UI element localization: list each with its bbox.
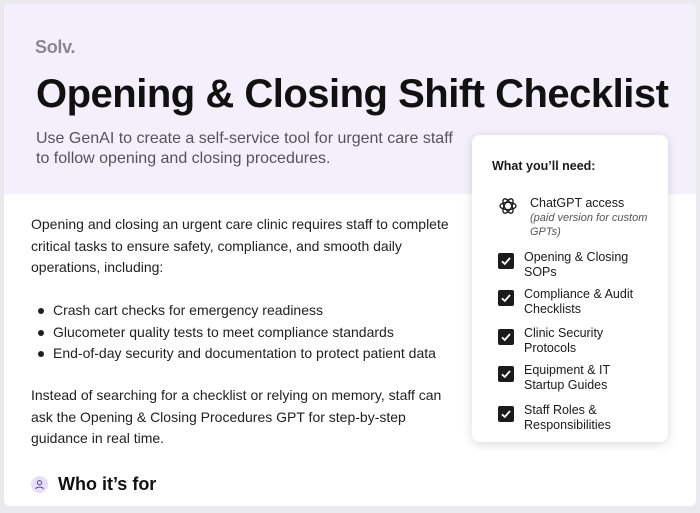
need-label: Opening & Closing SOPs — [524, 250, 629, 279]
need-item-chatgpt — [498, 196, 668, 239]
bullet-dot — [38, 330, 44, 336]
person-icon — [31, 476, 48, 493]
bullet-item — [33, 343, 453, 365]
checked-box-icon — [498, 290, 514, 306]
page-card — [4, 4, 696, 506]
need-label: Equipment & IT Startup Guides — [524, 363, 610, 392]
need-label: ChatGPT access — [530, 196, 625, 210]
need-item — [498, 326, 649, 356]
bullet-text: End-of-day security and documentation to protect patient data — [53, 345, 436, 361]
task-bullet-list — [33, 300, 453, 365]
need-label: Clinic Security Protocols — [524, 326, 604, 355]
bullet-dot — [38, 308, 44, 314]
requirements-title: What you’ll need: — [492, 159, 596, 173]
brand-logo: Solv. — [35, 37, 76, 57]
need-note: (paid version for custom GPTs) — [530, 212, 648, 238]
intro-paragraph: Opening and closing an urgent care clinic requires staff to complete critical tasks to ensure safety, compliance, and smooth daily operations, including: — [31, 216, 449, 275]
need-item — [498, 363, 649, 393]
need-item — [498, 250, 649, 280]
bullet-text: Glucometer quality tests to meet compliance standards — [53, 323, 394, 340]
bullet-item — [33, 322, 453, 344]
openai-icon — [498, 196, 518, 216]
outro-paragraph: Instead of searching for a checklist or relying on memory, staff can ask the Opening & Closing Procedures GPT for step-by-step guidance in real time. — [31, 387, 442, 446]
checked-box-icon — [498, 406, 514, 422]
need-label: Compliance & Audit Checklists — [524, 287, 634, 316]
who-title: Who it’s for — [58, 474, 157, 494]
need-label: Staff Roles & Responsibilities — [524, 403, 611, 432]
bullet-item — [33, 300, 453, 322]
page-subtitle: Use GenAI to create a self-service tool for urgent care staff to follow opening and closing procedures. — [36, 130, 453, 167]
need-item — [498, 403, 649, 433]
who-its-for-heading — [31, 474, 156, 495]
bullet-dot — [38, 351, 44, 357]
checked-box-icon — [498, 329, 514, 345]
checked-box-icon — [498, 366, 514, 382]
bullet-text: Crash cart checks for emergency readiness — [53, 302, 323, 318]
checked-box-icon — [498, 253, 514, 269]
requirements-panel — [472, 135, 668, 442]
need-item — [498, 287, 649, 317]
page-title: Opening & Closing Shift Checklist — [36, 72, 669, 116]
